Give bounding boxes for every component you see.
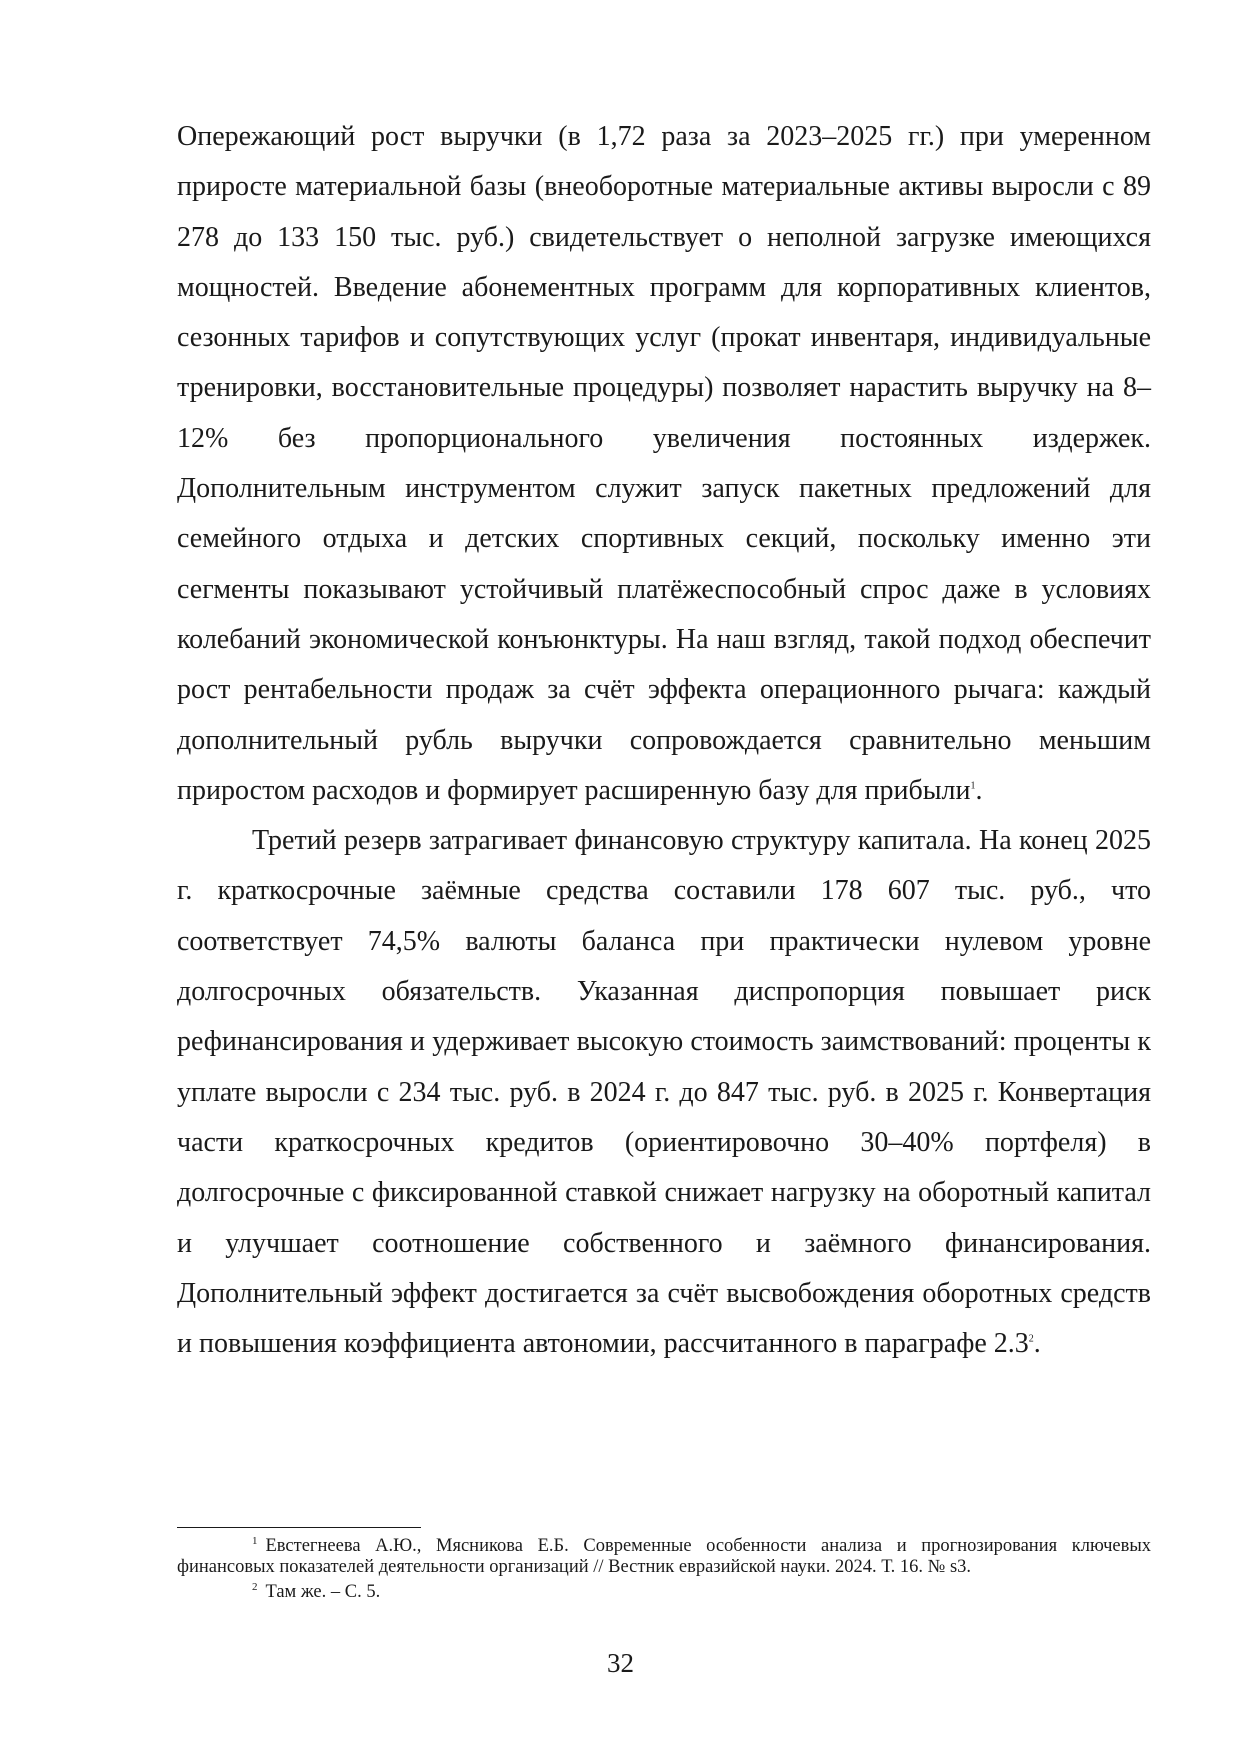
page-number: 32 <box>607 1648 634 1678</box>
paragraph-2-end: . <box>1033 1328 1041 1360</box>
body-text <box>177 112 1151 1369</box>
footnote-1 <box>177 1536 1151 1578</box>
footnote-ref-1[interactable]: 1 <box>970 780 976 792</box>
footnotes <box>177 1536 1151 1603</box>
footnote-separator <box>177 1527 421 1528</box>
footnote-ref-2[interactable]: 2 <box>1028 1333 1034 1345</box>
paragraph-1-end: . <box>975 774 983 806</box>
footnote-1-number: 1 <box>252 1534 258 1547</box>
footnote-1-text: Евстегнеева А.Ю., Мясникова Е.Б. Современные особенности анализа и прогнозирования ключевых финансовых показателей деятельности организаций // Вестник евразийской науки. 2024. Т. 16. № s3. <box>177 1536 1151 1577</box>
paragraph-2-text: Третий резерв затрагивает финансовую структуру капитала. На конец 2025 г. краткосрочные заёмные средства составили 178 607 тыс. руб., что соответствует 74,5% валюты баланса при практически нулевом уровне долгосрочных обязательств. Указанная диспропорция повышает риск рефинансирования и удерживает высокую стоимость заимствований: проценты к уплате выросли с 234 тыс. руб. в 2024 г. до 847 тыс. руб. в 2025 г. Конвертация части краткосрочных кредитов (ориентировочно 30–40% портфеля) в долгосрочные с фиксированной ставкой снижает нагрузку на оборотный капитал и улучшает соотношение собственного и заёмного финансирования. Дополнительный эффект достигается за счёт высвобождения оборотных средств и повышения коэффициента автономии, рассчитанного в параграфе 2.3 <box>177 825 1151 1360</box>
paragraph-1 <box>177 112 1151 816</box>
footnote-2-number: 2 <box>252 1580 258 1593</box>
footnote-2 <box>177 1582 1151 1603</box>
footnote-2-text: Там же. – С. 5. <box>265 1582 381 1602</box>
paragraph-2 <box>177 816 1151 1369</box>
paragraph-1-text: Опережающий рост выручки (в 1,72 раза за 2023–2025 гг.) при умеренном приросте материальной базы (внеоборотные материальные активы выросли с 89 278 до 133 150 тыс. руб.) свидетельствует о неполной загрузке имеющихся мощностей. Введение абонементных программ для корпоративных клиентов, сезонных тарифов и сопутствующих услуг (прокат инвентаря, индивидуальные тренировки, восстановительные процедуры) позволяет нарастить выручку на 8–12% без пропорционального увеличения постоянных издержек. Дополнительным инструментом служит запуск пакетных предложений для семейного отдыха и детских спортивных секций, поскольку именно эти сегменты показывают устойчивый платёжеспособный спрос даже в условиях колебаний экономической конъюнктуры. На наш взгляд, такой подход обеспечит рост рентабельности продаж за счёт эффекта операционного рычага: каждый дополнительный рубль выручки сопровождается сравнительно меньшим приростом расходов и формирует расширенную базу для прибыли <box>177 121 1151 806</box>
